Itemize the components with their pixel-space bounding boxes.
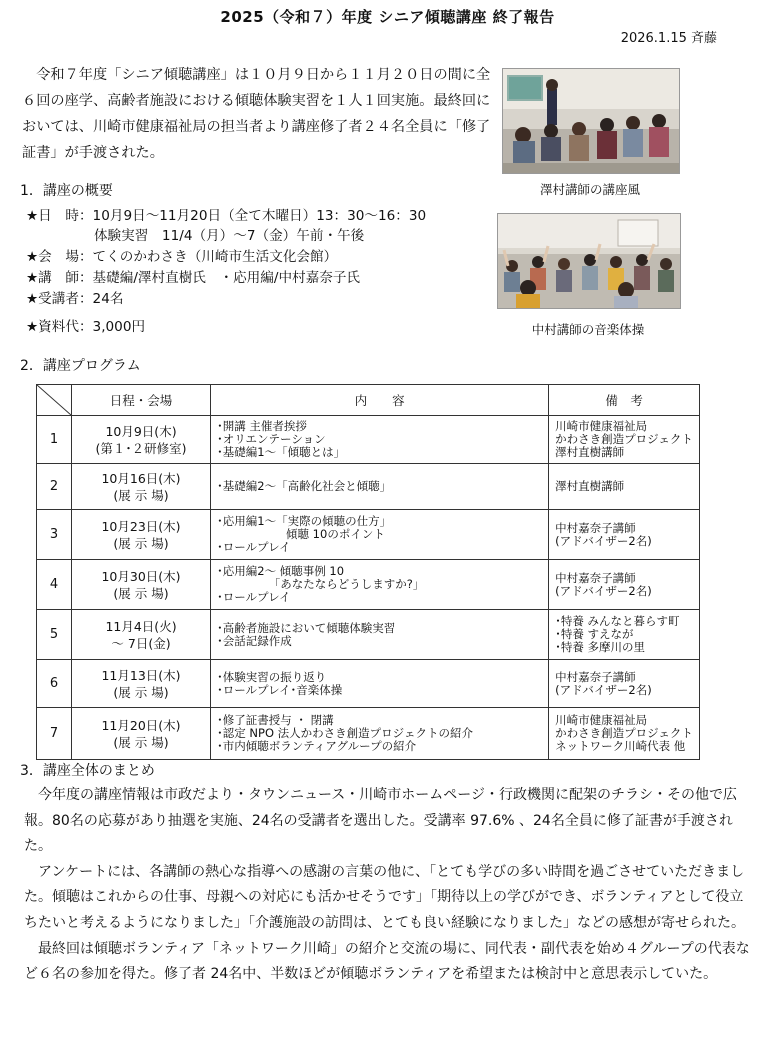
- row-content-line: ･オリエンテーション: [217, 432, 326, 446]
- row-content: [211, 660, 549, 708]
- lecture-photo-sawamura: [502, 68, 680, 174]
- overview-participants: ★受講者：24名: [26, 291, 124, 307]
- row-content-line: ･ロールプレイ･音楽体操: [217, 682, 343, 697]
- music-exercise-photo: [497, 213, 681, 309]
- summary-paragraph-2: アンケートには、各講師の熱心な指導への感謝の言葉の他に、「とても学びの多い時間を過ごさせていただきました。傾聴はこれからの仕事、母親への対応にも活かせそうです」「期待以上の学びができ、ボランティアとして役立ちたいと考えるようになりました」「介護施設の訪問は、とても良い経験になりました」などの感想が寄せられた。: [24, 863, 745, 931]
- row-number: 5: [37, 610, 72, 660]
- row-content-line: ･応用編2～ 傾聴事例 10: [217, 564, 345, 578]
- row-number: 3: [37, 510, 72, 560]
- diagonal-line: [37, 385, 71, 415]
- column-header-content: 内 容: [211, 385, 549, 416]
- table-header-row: [37, 385, 700, 416]
- row-note-line: (アドバイザー2名): [555, 583, 652, 598]
- row-content-line: ･市内傾聴ボランティアグループの紹介: [217, 739, 417, 753]
- lecture-photo-image: [503, 69, 679, 173]
- row-number: 6: [37, 660, 72, 708]
- row-note: [549, 610, 700, 660]
- row-content: [211, 610, 549, 660]
- row-date-venue: [72, 416, 211, 464]
- row-content: [211, 560, 549, 610]
- row-note-line: ネットワーク川崎代表 他: [555, 739, 686, 753]
- row-note: [549, 464, 700, 510]
- row-content-line: ･基礎編1～「傾聴とは」: [217, 445, 346, 459]
- row-date-venue-line: 11月20日(木): [101, 717, 181, 733]
- row-note-line: ･特養 みんなと暮らす町: [555, 614, 680, 628]
- page-title: 2025（令和７）年度 シニア傾聴講座 終了報告: [220, 8, 555, 26]
- row-note-line: ･特養 多摩川の里: [555, 640, 646, 654]
- row-content-line: ･会話記録作成: [217, 633, 292, 648]
- row-date-venue-line: (展 示 場): [113, 684, 169, 700]
- row-content-line: ･開講 主催者挨拶: [217, 419, 307, 433]
- section2-heading: 2．講座プログラム: [20, 358, 141, 374]
- row-date-venue: [72, 510, 211, 560]
- column-header-date: 日程・会場: [72, 385, 211, 416]
- row-note-line: ･特養 すえなが: [555, 627, 634, 641]
- row-date-venue-line: 11月13日(木): [101, 667, 181, 683]
- row-number: 2: [37, 464, 72, 510]
- row-date-venue: [72, 660, 211, 708]
- row-note-line: (アドバイザー2名): [555, 682, 652, 697]
- photo-caption-2: 中村講師の音楽体操: [531, 322, 645, 337]
- table-row: [37, 464, 700, 510]
- summary-paragraph-1: 今年度の講座情報は市政だより・タウンニュース・川崎市ホームページ・行政機関に配架のチラシ・その他で広報。80名の応募があり抽選を実施、24名の受講者を選出した。受講率 97.6% 、24名全員に修了証書が手渡された。: [24, 787, 738, 855]
- table-row: [37, 610, 700, 660]
- table-row: [37, 560, 700, 610]
- row-note-line: かわさき創造プロジェクト: [555, 432, 693, 446]
- row-number: 4: [37, 560, 72, 610]
- row-date-venue-line: (展 示 場): [113, 535, 169, 551]
- row-number: 7: [37, 708, 72, 760]
- report-date-author: 2026.1.15 斉藤: [620, 31, 717, 46]
- row-note-line: (アドバイザー2名): [555, 533, 652, 548]
- row-number: 1: [37, 416, 72, 464]
- row-note: [549, 708, 700, 760]
- row-date-venue-line: 11月4日(火): [105, 618, 177, 634]
- row-note-line: かわさき創造プロジェクト: [555, 726, 693, 740]
- row-content-line: ･修了証書授与 ・ 閉講: [217, 713, 334, 727]
- summary-paragraph-3: 最終回は傾聴ボランティア「ネットワーク川崎」の紹介と交流の場に、同代表・副代表を始め４グループの代表など６名の参加を得た。修了者 24名中、半数ほどが傾聴ボランティアを希望または検討中と意思表示していた。: [24, 940, 750, 983]
- table-row: [37, 416, 700, 464]
- row-date-venue-line: (展 示 場): [113, 585, 169, 601]
- row-content: [211, 464, 549, 510]
- row-date-venue: [72, 610, 211, 660]
- row-content-line: ･応用編1～「実際の傾聴の仕方」: [217, 514, 392, 528]
- photo-caption-1: 澤村講師の講座風: [539, 182, 640, 197]
- row-date-venue: [72, 708, 211, 760]
- row-note-line: 中村嘉奈子講師: [555, 669, 636, 684]
- music-exercise-photo-image: [498, 214, 680, 308]
- overview-venue: ★会 場：てくのかわさき（川崎市生活文化会館）: [26, 249, 338, 265]
- intro-paragraph: [22, 62, 492, 166]
- table-row: [37, 708, 700, 760]
- table-row: [37, 510, 700, 560]
- row-content-line: ･認定 NPO 法人かわさき創造プロジェクトの紹介: [217, 726, 473, 740]
- program-table: [36, 384, 700, 760]
- row-note-line: 澤村直樹講師: [555, 479, 625, 493]
- section3-heading: 3．講座全体のまとめ: [20, 763, 155, 779]
- row-date-venue-line: (展 示 場): [113, 734, 169, 750]
- row-note: [549, 660, 700, 708]
- row-note: [549, 560, 700, 610]
- table-corner-cell: [37, 385, 72, 416]
- row-content-line: ･ロールプレイ: [217, 540, 291, 554]
- row-content-line: ･基礎編2～「高齢化社会と傾聴」: [217, 479, 392, 493]
- row-content: [211, 416, 549, 464]
- row-date-venue-line: ～ 7日(金): [111, 635, 171, 651]
- table-row: [37, 660, 700, 708]
- row-date-venue: [72, 560, 211, 610]
- row-content-line: 傾聴 10のポイント: [217, 527, 385, 541]
- row-content-line: ･体験実習の振り返り: [217, 669, 327, 684]
- row-note-line: 中村嘉奈子講師: [555, 520, 636, 535]
- row-date-venue-line: (第１･２研修室): [95, 440, 187, 456]
- row-content-line: ･高齢者施設において傾聴体験実習: [217, 620, 396, 635]
- row-note: [549, 510, 700, 560]
- row-note-line: 中村嘉奈子講師: [555, 570, 636, 585]
- row-date-venue: [72, 464, 211, 510]
- summary-block: [24, 783, 754, 988]
- row-date-venue-line: 10月30日(木): [101, 568, 181, 584]
- row-note-line: 澤村直樹講師: [555, 445, 625, 459]
- row-date-venue-line: (展 示 場): [113, 487, 169, 503]
- row-note: [549, 416, 700, 464]
- overview-fee: ★資料代：3,000円: [26, 319, 146, 335]
- row-note-line: 川崎市健康福祉局: [555, 713, 648, 727]
- row-date-venue-line: 10月16日(木): [101, 470, 181, 486]
- row-date-venue-line: 10月23日(木): [101, 518, 181, 534]
- row-content-line: 「あなたならどうしますか?」: [217, 577, 425, 591]
- row-date-venue-line: 10月9日(木): [105, 423, 177, 439]
- overview-practicum: 体験実習 11/4（月）～7（金）午前・午後: [26, 228, 365, 244]
- overview-lecturers: ★講 師：基礎編/澤村直樹氏 ・応用編/中村嘉奈子氏: [26, 270, 361, 286]
- row-note-line: 川崎市健康福祉局: [555, 419, 648, 433]
- row-content: [211, 510, 549, 560]
- row-content-line: ･ロールプレイ: [217, 590, 291, 604]
- section1-heading: 1．講座の概要: [20, 183, 113, 199]
- row-content: [211, 708, 549, 760]
- overview-dates: ★日 時：10月9日～11月20日（全て木曜日）13：30～16：30: [26, 208, 427, 224]
- intro-text: 令和７年度「シニア傾聴講座」は１０月９日から１１月２０日の間に全６回の座学、高齢者施設における傾聴体験実習を１人１回実施。最終回においては、川崎市健康福祉局の担当者より講座修了者２４名全員に「修了証書」が手渡された。: [22, 67, 491, 161]
- column-header-note: 備 考: [549, 385, 700, 416]
